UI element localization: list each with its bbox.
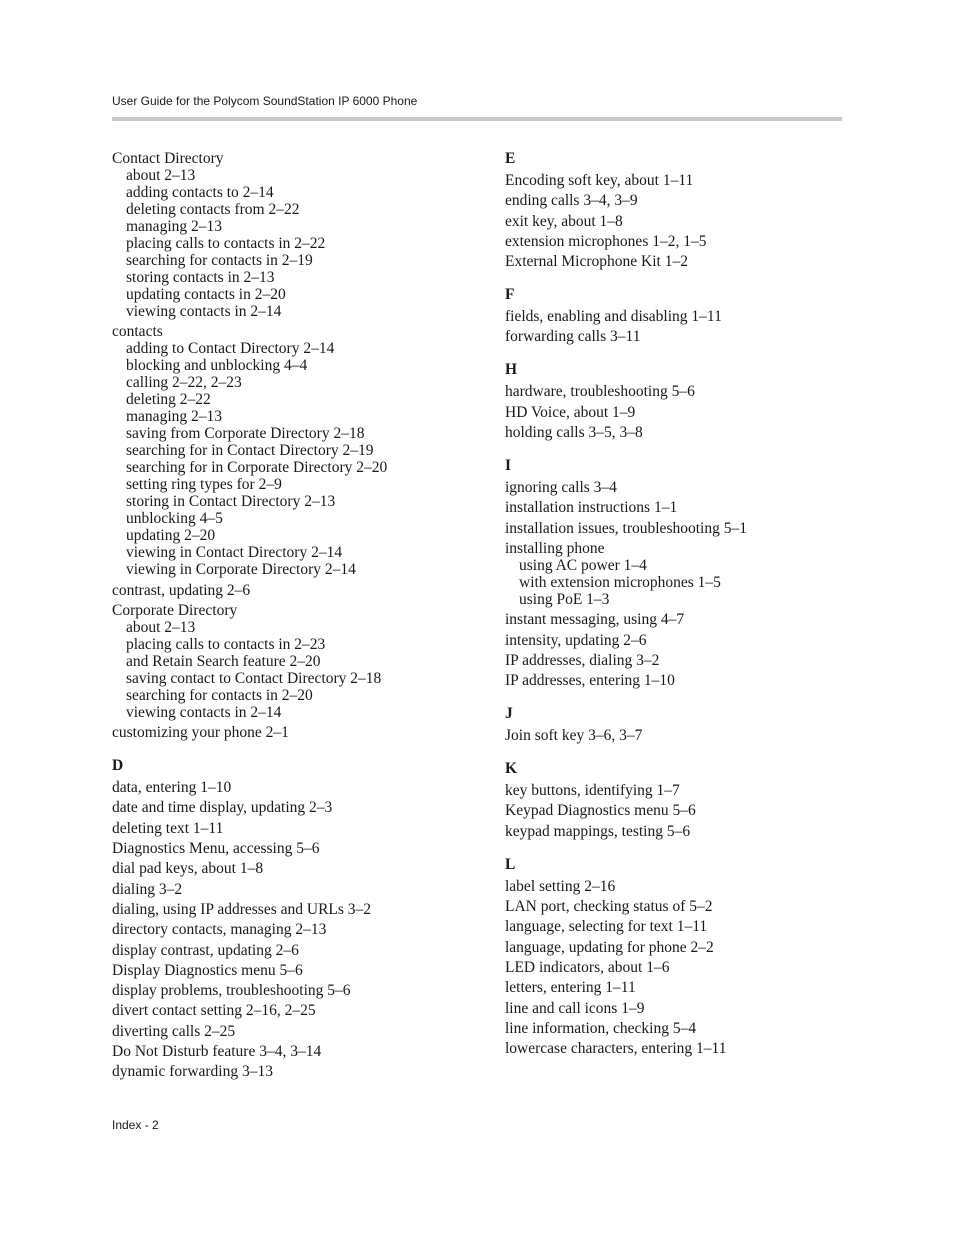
section-letter-j: J (505, 705, 513, 723)
index-entry: keypad mappings, testing 5–6 (505, 822, 691, 840)
entry-list-l (505, 878, 845, 1057)
index-subentry: about 2–13 (126, 618, 196, 636)
index-entry: dynamic forwarding 3–13 (112, 1063, 273, 1081)
index-subentry: viewing contacts in 2–14 (126, 303, 282, 320)
index-entry: Do Not Disturb feature 3–4, 3–14 (112, 1043, 322, 1061)
index-entry: holding calls 3–5, 3–8 (505, 424, 643, 442)
index-subentry: viewing contacts in 2–14 (126, 703, 282, 721)
index-column-right (505, 150, 845, 1060)
index-entry: IP addresses, dialing 3–2 (505, 651, 660, 669)
index-entry: fields, enabling and disabling 1–11 (505, 308, 722, 326)
index-entry: LAN port, checking status of 5–2 (505, 898, 713, 916)
index-entry: LED indicators, about 1–6 (505, 958, 670, 976)
index-entry: letters, entering 1–11 (505, 979, 636, 997)
page-footer: Index - 2 (112, 1118, 159, 1132)
entry-list-j (505, 727, 845, 744)
section-letter-f: F (505, 286, 515, 304)
subentry-list (112, 340, 452, 578)
index-entry: Join soft key 3–6, 3–7 (505, 727, 643, 745)
index-entry: Keypad Diagnostics menu 5–6 (505, 802, 696, 820)
entry-list-k (505, 782, 845, 840)
section-letter-d: D (112, 757, 124, 775)
index-entry: Encoding soft key, about 1–11 (505, 172, 694, 189)
index-subentry: updating contacts in 2–20 (126, 286, 286, 303)
index-subentry: using AC power 1–4 (519, 556, 647, 574)
index-subentry: managing 2–13 (126, 218, 222, 235)
index-group-corporate-directory (112, 602, 452, 721)
index-subentry: searching for in Contact Directory 2–19 (126, 442, 374, 460)
index-entry: data, entering 1–10 (112, 779, 232, 797)
index-subentry: saving contact to Contact Directory 2–18 (126, 669, 382, 687)
index-group-contact-directory (112, 150, 452, 320)
entry-list-f (505, 308, 845, 345)
index-subentry: placing calls to contacts in 2–23 (126, 635, 326, 653)
entry-list-i-a (505, 479, 845, 537)
index-entry: IP addresses, entering 1–10 (505, 672, 675, 690)
index-entry: dialing 3–2 (112, 880, 183, 898)
index-group-contacts (112, 323, 452, 578)
index-subentry: viewing in Corporate Directory 2–14 (126, 561, 356, 579)
index-subentry: storing in Contact Directory 2–13 (126, 493, 336, 511)
index-entry: exit key, about 1–8 (505, 212, 623, 230)
index-subentry: storing contacts in 2–13 (126, 269, 275, 286)
index-entry: hardware, troubleshooting 5–6 (505, 383, 695, 401)
entry-list-i-b (505, 611, 845, 689)
index-subentry: adding contacts to 2–14 (126, 184, 274, 201)
index-group-installing-phone (505, 540, 845, 608)
index-entry: External Microphone Kit 1–2 (505, 253, 688, 271)
index-subentry: deleting contacts from 2–22 (126, 201, 300, 218)
index-subentry: viewing in Contact Directory 2–14 (126, 544, 343, 562)
index-entry: extension microphones 1–2, 1–5 (505, 232, 707, 250)
index-subentry: setting ring types for 2–9 (126, 476, 282, 494)
entry-list-h (505, 383, 845, 441)
index-entry: display contrast, updating 2–6 (112, 941, 299, 959)
index-entry: HD Voice, about 1–9 (505, 403, 636, 421)
subentry-list (505, 557, 845, 608)
index-entry: Contact Directory (112, 150, 224, 167)
index-entry: installation issues, troubleshooting 5–1 (505, 519, 747, 537)
section-letter-e: E (505, 150, 516, 167)
index-entry: Diagnostics Menu, accessing 5–6 (112, 840, 320, 858)
section-letter-l: L (505, 855, 516, 873)
index-subentry: saving from Corporate Directory 2–18 (126, 425, 365, 443)
page-header: User Guide for the Polycom SoundStation IP 6000 Phone (112, 94, 418, 108)
index-column-left (112, 150, 452, 1084)
index-subentry: updating 2–20 (126, 527, 216, 545)
index-entry: intensity, updating 2–6 (505, 631, 647, 649)
index-subentry: searching for contacts in 2–19 (126, 252, 313, 269)
index-subentry: calling 2–22, 2–23 (126, 374, 242, 392)
index-entry: diverting calls 2–25 (112, 1022, 236, 1040)
index-entry: language, selecting for text 1–11 (505, 918, 708, 936)
index-entry: deleting text 1–11 (112, 819, 224, 837)
index-entry: line information, checking 5–4 (505, 1019, 697, 1037)
index-subentry: deleting 2–22 (126, 391, 211, 409)
index-subentry: with extension microphones 1–5 (519, 573, 721, 591)
index-entry: dialing, using IP addresses and URLs 3–2 (112, 900, 372, 918)
index-entry: label setting 2–16 (505, 877, 616, 895)
index-entry: line and call icons 1–9 (505, 999, 645, 1017)
subentry-list (112, 167, 452, 320)
index-entry: date and time display, updating 2–3 (112, 799, 333, 817)
index-entry: installing phone (505, 539, 605, 557)
index-entry: lowercase characters, entering 1–11 (505, 1040, 727, 1058)
entry-list-e (505, 172, 845, 270)
index-entry: Corporate Directory (112, 601, 238, 619)
index-subentry: using PoE 1–3 (519, 590, 610, 608)
index-entry: forwarding calls 3–11 (505, 328, 641, 346)
index-subentry: managing 2–13 (126, 408, 222, 426)
section-letter-i: I (505, 457, 512, 475)
index-subentry: about 2–13 (126, 167, 196, 184)
index-entry: ending calls 3–4, 3–9 (505, 192, 638, 210)
index-subentry: blocking and unblocking 4–4 (126, 357, 308, 375)
subentry-list (112, 619, 452, 721)
index-subentry: searching for contacts in 2–20 (126, 686, 313, 704)
header-rule (112, 117, 842, 121)
index-entry: key buttons, identifying 1–7 (505, 782, 680, 800)
index-entry: customizing your phone 2–1 (112, 724, 289, 742)
index-subentry: unblocking 4–5 (126, 510, 223, 528)
index-entry: instant messaging, using 4–7 (505, 611, 685, 629)
index-entry: display problems, troubleshooting 5–6 (112, 982, 351, 1000)
index-subentry: searching for in Corporate Directory 2–20 (126, 459, 388, 477)
index-entry: dial pad keys, about 1–8 (112, 860, 264, 878)
index-subentry: adding to Contact Directory 2–14 (126, 340, 335, 358)
index-entry: directory contacts, managing 2–13 (112, 921, 327, 939)
index-subentry: placing calls to contacts in 2–22 (126, 235, 326, 252)
index-entry: installation instructions 1–1 (505, 499, 678, 517)
entry-list-d (112, 779, 452, 1080)
index-entry: Display Diagnostics menu 5–6 (112, 961, 303, 979)
index-entry: language, updating for phone 2–2 (505, 938, 714, 956)
section-letter-k: K (505, 760, 518, 778)
index-entry: contacts (112, 323, 163, 341)
index-entry: divert contact setting 2–16, 2–25 (112, 1002, 316, 1020)
index-entry: ignoring calls 3–4 (505, 479, 617, 497)
index-entry: contrast, updating 2–6 (112, 581, 251, 599)
section-letter-h: H (505, 361, 518, 379)
index-subentry: and Retain Search feature 2–20 (126, 652, 321, 670)
